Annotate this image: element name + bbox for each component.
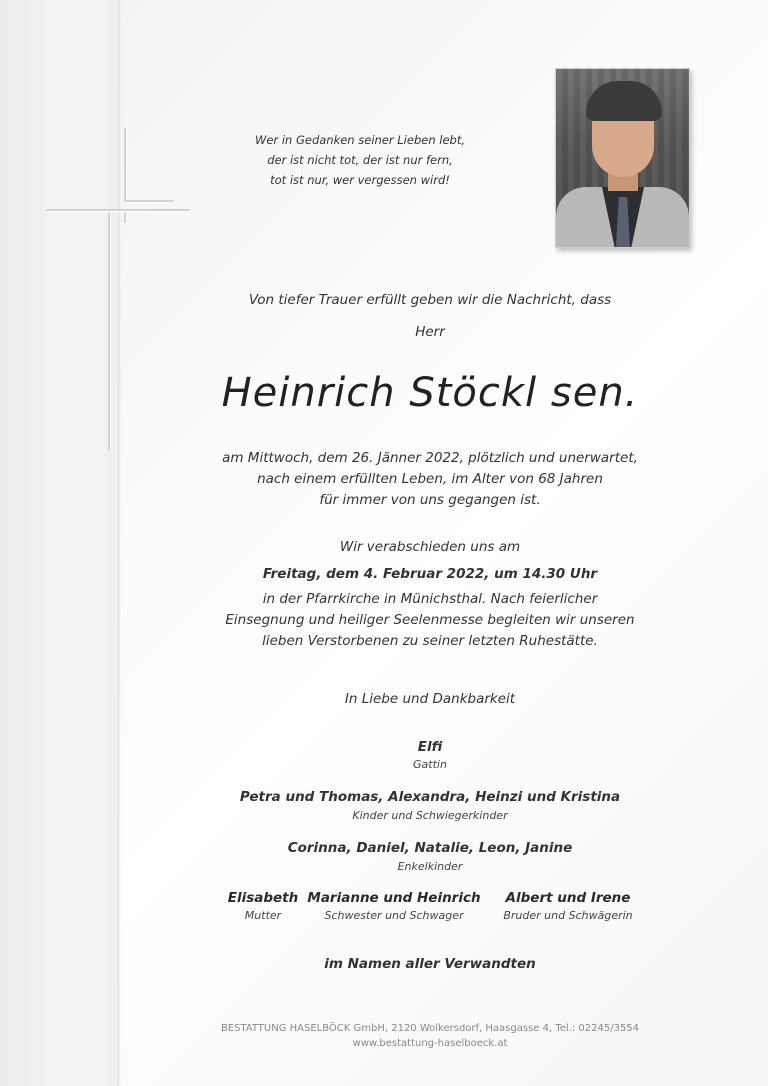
motto bbox=[230, 130, 490, 190]
intro-salutation: Herr bbox=[415, 324, 445, 340]
mourner-brother-role: Bruder und Schwägerin bbox=[503, 909, 633, 922]
left-band bbox=[0, 0, 119, 1086]
motto-line: tot ist nur, wer vergessen wird! bbox=[270, 173, 450, 187]
death-notice-line: für immer von uns gegangen ist. bbox=[319, 492, 541, 508]
mourner-sister-names: Marianne und Heinrich bbox=[307, 890, 481, 906]
mourner-spouse-role: Gattin bbox=[413, 758, 447, 771]
farewell-intro: Wir verabschieden uns am bbox=[339, 539, 521, 555]
death-notice-line: am Mittwoch, dem 26. Jänner 2022, plötzlich und unerwartet, bbox=[222, 450, 638, 466]
deceased-name: Heinrich Stöckl sen. bbox=[221, 370, 639, 416]
footer-website: www.bestattung-haselboeck.at bbox=[352, 1038, 508, 1049]
footer-address: BESTATTUNG HASELBÖCK GmbH, 2120 Wolkersdorf, Haasgasse 4, Tel.: 02245/3554 bbox=[220, 1023, 640, 1034]
footer bbox=[170, 1021, 690, 1051]
closing-line: In Liebe und Dankbarkeit bbox=[344, 691, 516, 707]
cross-line bbox=[124, 200, 174, 202]
mourner-grandchildren-names: Corinna, Daniel, Natalie, Leon, Janine bbox=[287, 840, 573, 856]
death-notice bbox=[170, 448, 690, 511]
farewell-details-line: lieben Verstorbenen zu seiner letzten Ruhestätte. bbox=[262, 633, 598, 649]
relatives-line: im Namen aller Verwandten bbox=[324, 956, 536, 972]
mourner-mother-role: Mutter bbox=[244, 909, 282, 922]
mourner-mother-names: Elisabeth bbox=[227, 890, 299, 906]
mourner-sister-role: Schwester und Schwager bbox=[324, 909, 464, 922]
death-notice-line: nach einem erfüllten Leben, im Alter von 68 Jahren bbox=[257, 471, 603, 487]
mourner-grandchildren-role: Enkelkinder bbox=[397, 860, 463, 873]
cross-line bbox=[110, 209, 190, 211]
cross-line bbox=[124, 128, 126, 202]
farewell-details-line: in der Pfarrkirche in Münichsthal. Nach feierlicher bbox=[262, 591, 598, 607]
mourner-spouse-names: Elfi bbox=[417, 739, 443, 755]
cross-line bbox=[124, 213, 126, 223]
cross-line bbox=[46, 209, 110, 211]
farewell-details bbox=[170, 589, 690, 652]
cross-line bbox=[108, 213, 110, 451]
farewell-date-time: Freitag, dem 4. Februar 2022, um 14.30 Uhr bbox=[262, 566, 598, 582]
intro-line: Von tiefer Trauer erfüllt geben wir die Nachricht, dass bbox=[248, 292, 612, 308]
mourner-brother-names: Albert und Irene bbox=[505, 890, 631, 906]
mourner-children-role: Kinder und Schwiegerkinder bbox=[352, 809, 508, 822]
portrait-photo bbox=[555, 68, 690, 248]
mourner-children-names: Petra und Thomas, Alexandra, Heinzi und Kristina bbox=[239, 789, 621, 805]
motto-line: der ist nicht tot, der ist nur fern, bbox=[267, 153, 453, 167]
motto-line: Wer in Gedanken seiner Lieben lebt, bbox=[254, 133, 465, 147]
farewell-details-line: Einsegnung und heiliger Seelenmesse begleiten wir unseren bbox=[225, 612, 635, 628]
